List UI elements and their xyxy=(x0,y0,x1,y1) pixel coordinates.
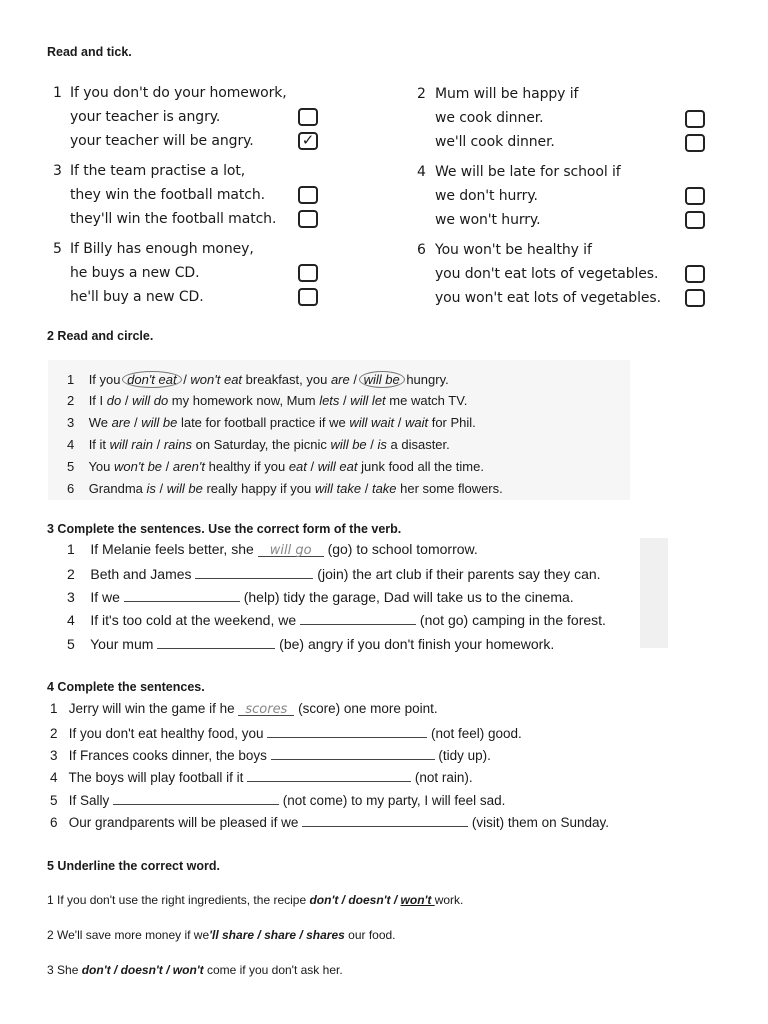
s1-item3-num: 3 xyxy=(53,163,62,179)
s2-sep: / xyxy=(394,415,405,430)
s1-item5-checkbox2[interactable] xyxy=(298,288,318,306)
s4-text: (score) one more point. xyxy=(294,701,438,716)
s2-text: healthy if you xyxy=(205,459,289,474)
s3-answer-field[interactable] xyxy=(157,635,275,649)
s5-item3 xyxy=(47,963,343,977)
s2-text: If you xyxy=(88,372,125,387)
s3-text: If Melanie feels better, she xyxy=(90,541,258,557)
s2-text: We xyxy=(88,415,112,430)
s2-option[interactable]: will let xyxy=(350,393,386,408)
s2-option[interactable]: lets xyxy=(319,393,340,408)
s4-item-num: 6 xyxy=(50,815,58,830)
s5-text: come if you don't ask her. xyxy=(203,963,343,977)
s1-item3-stem: If the team practise a lot, xyxy=(70,163,246,179)
s1-item4-checkbox1[interactable] xyxy=(685,187,705,205)
s4-item2 xyxy=(50,724,522,741)
s2-text: If I xyxy=(88,393,107,408)
s1-item1-stem: If you don't do your homework, xyxy=(70,85,287,101)
s2-item1 xyxy=(67,371,449,388)
s4-item5 xyxy=(50,791,505,808)
s2-option[interactable]: are xyxy=(111,415,131,430)
section3-title: 3 Complete the sentences. Use the correct form of the verb. xyxy=(47,522,402,536)
s5-sep: / xyxy=(296,928,307,942)
s2-option[interactable]: won't eat xyxy=(190,372,243,387)
s3-answer-field[interactable]: will go xyxy=(258,543,324,557)
s5-option[interactable]: doesn't xyxy=(120,963,163,977)
s2-option[interactable]: will be xyxy=(166,481,203,496)
s5-text: work. xyxy=(434,893,464,907)
s3-answer-field[interactable] xyxy=(300,611,416,625)
s3-text: Your mum xyxy=(90,636,158,652)
s2-option[interactable]: take xyxy=(371,481,397,496)
s1-item2-checkbox2[interactable] xyxy=(685,134,705,152)
s5-text: She xyxy=(53,963,82,977)
s4-item-num: 5 xyxy=(50,793,58,808)
s1-item6-checkbox1[interactable] xyxy=(685,265,705,283)
s1-item1-num: 1 xyxy=(53,85,62,101)
s2-text: You xyxy=(88,459,115,474)
s3-answer-field[interactable] xyxy=(195,565,313,579)
section5-title: 5 Underline the correct word. xyxy=(47,859,220,873)
s4-text: Our grandparents will be pleased if we xyxy=(68,815,303,830)
s2-text: late for football practice if we xyxy=(177,415,350,430)
s4-text: Jerry will win the game if he xyxy=(68,701,239,716)
s2-item5 xyxy=(67,459,484,474)
s5-option[interactable]: doesn't xyxy=(348,893,391,907)
s3-item3 xyxy=(67,588,574,605)
s2-text: junk food all the time. xyxy=(357,459,484,474)
s2-item4 xyxy=(67,437,450,452)
s2-text: on Saturday, the picnic xyxy=(192,437,331,452)
s4-answer-field[interactable] xyxy=(247,768,411,782)
s5-text: our food. xyxy=(344,928,396,942)
s1-item4-opt2: we won't hurry. xyxy=(435,212,541,228)
s4-text: (not rain). xyxy=(411,770,473,785)
s2-option[interactable]: will eat xyxy=(317,459,358,474)
s1-item1-opt2: your teacher will be angry. xyxy=(70,133,254,149)
section4-title: 4 Complete the sentences. xyxy=(47,680,205,694)
s3-item5 xyxy=(67,635,554,652)
s1-item6-checkbox2[interactable] xyxy=(685,289,705,307)
s3-item-num: 1 xyxy=(67,541,75,557)
s1-item6-stem: You won't be healthy if xyxy=(435,242,592,258)
s1-item3-checkbox1[interactable] xyxy=(298,186,318,204)
s1-item2-opt2: we'll cook dinner. xyxy=(435,134,555,150)
s2-item-num: 6 xyxy=(67,481,75,496)
s2-sep: / xyxy=(361,481,372,496)
s2-text: for Phil. xyxy=(428,415,476,430)
s2-item-num: 5 xyxy=(67,459,75,474)
s3-item-num: 4 xyxy=(67,612,75,628)
s2-option[interactable]: aren't xyxy=(172,459,205,474)
s2-text: Grandma xyxy=(88,481,147,496)
s5-item-num: 1 xyxy=(47,893,54,907)
s3-text: (go) to school tomorrow. xyxy=(323,541,478,557)
s4-answer-field[interactable] xyxy=(113,791,279,805)
section1-title: Read and tick. xyxy=(47,45,132,59)
s3-text: If we xyxy=(90,589,124,605)
s1-item5-opt2: he'll buy a new CD. xyxy=(70,289,204,305)
s4-item1 xyxy=(50,701,438,716)
s2-option-circled[interactable]: will be xyxy=(359,371,405,388)
s2-sep: / xyxy=(121,393,133,408)
s5-option[interactable]: don't xyxy=(81,963,111,977)
s2-sep: / xyxy=(130,415,142,430)
tick-icon: ✓ xyxy=(301,132,315,149)
s2-item-num: 2 xyxy=(67,393,75,408)
s2-option[interactable]: rains xyxy=(163,437,193,452)
s4-text: (not feel) good. xyxy=(427,726,522,741)
s1-item5-checkbox1[interactable] xyxy=(298,264,318,282)
s1-item6-opt2: you won't eat lots of vegetables. xyxy=(435,290,661,306)
s2-text: really happy if you xyxy=(202,481,315,496)
s3-item-num: 2 xyxy=(67,566,75,582)
s3-text: (not go) camping in the forest. xyxy=(416,612,606,628)
s4-item-num: 4 xyxy=(50,770,58,785)
s5-sep: / xyxy=(338,893,349,907)
s3-text: Beth and James xyxy=(90,566,196,582)
s2-text: If it xyxy=(88,437,110,452)
s2-option[interactable]: will wait xyxy=(349,415,395,430)
s2-sep: / xyxy=(152,437,164,452)
s2-item2 xyxy=(67,393,467,408)
s5-item2 xyxy=(47,928,396,942)
s5-option-underlined[interactable]: won't xyxy=(400,893,435,907)
s4-item-num: 1 xyxy=(50,701,58,716)
s4-item-num: 2 xyxy=(50,726,58,741)
s2-sep: / xyxy=(155,481,167,496)
s2-text: hungry. xyxy=(402,372,449,387)
s2-option[interactable]: won't be xyxy=(114,459,163,474)
s5-option[interactable]: don't xyxy=(309,893,339,907)
s2-text: her some flowers. xyxy=(396,481,503,496)
s4-text: (tidy up). xyxy=(434,748,491,763)
s2-option[interactable]: will be xyxy=(141,415,178,430)
s1-item2-num: 2 xyxy=(417,86,426,102)
s2-option[interactable]: will rain xyxy=(109,437,153,452)
s2-option-circled[interactable]: don't eat xyxy=(122,371,181,388)
s5-sep: / xyxy=(390,893,401,907)
s3-text: If it's too cold at the weekend, we xyxy=(90,612,301,628)
s4-answer-field[interactable] xyxy=(267,724,427,738)
s2-item-num: 1 xyxy=(67,372,75,387)
s1-item1-checkbox1[interactable] xyxy=(298,108,318,126)
s5-sep: / xyxy=(110,963,121,977)
s1-item4-num: 4 xyxy=(417,164,426,180)
s3-text: (be) angry if you don't finish your homework. xyxy=(275,636,555,652)
s4-text: If you don't eat healthy food, you xyxy=(68,726,268,741)
s2-text: me watch TV. xyxy=(385,393,468,408)
s1-item6-num: 6 xyxy=(417,242,426,258)
s5-text: If you don't use the right ingredients, the recipe xyxy=(53,893,310,907)
s3-item-num: 3 xyxy=(67,589,75,605)
s1-item1-opt1: your teacher is angry. xyxy=(70,109,221,125)
s5-sep: / xyxy=(254,928,265,942)
s4-item3 xyxy=(50,746,491,763)
s1-item5-opt1: he buys a new CD. xyxy=(70,265,200,281)
s4-answer-field[interactable]: scores xyxy=(238,702,294,716)
s4-answer-field[interactable] xyxy=(271,746,435,760)
s4-text: (visit) them on Sunday. xyxy=(468,815,609,830)
s5-sep: / xyxy=(162,963,173,977)
s4-text: (not come) to my party, I will feel sad. xyxy=(279,793,506,808)
s5-option[interactable]: shares xyxy=(306,928,345,942)
s5-text: We'll save more money if we xyxy=(53,928,210,942)
s3-item1 xyxy=(67,541,478,557)
s5-option[interactable]: won't xyxy=(172,963,204,977)
s2-sep: / xyxy=(179,372,191,387)
s2-option[interactable]: will take xyxy=(314,481,362,496)
s2-text: my homework now, Mum xyxy=(168,393,320,408)
s1-item2-opt1: we cook dinner. xyxy=(435,110,544,126)
s5-item-num: 2 xyxy=(47,928,54,942)
section2-title: 2 Read and circle. xyxy=(47,329,154,343)
s2-text: breakfast, you xyxy=(242,372,331,387)
s2-item-num: 4 xyxy=(67,437,75,452)
s5-item1 xyxy=(47,893,463,907)
s4-item6 xyxy=(50,813,609,830)
s2-item3 xyxy=(67,415,476,430)
s1-item1-checkbox2[interactable] xyxy=(298,132,318,150)
s4-text: The boys will play football if it xyxy=(68,770,248,785)
s2-sep: / xyxy=(349,372,361,387)
s1-item2-stem: Mum will be happy if xyxy=(435,86,579,102)
s5-option[interactable]: 'll share xyxy=(209,928,255,942)
s3-item2 xyxy=(67,565,601,582)
s2-option[interactable]: will be xyxy=(330,437,367,452)
s1-item3-opt1: they win the football match. xyxy=(70,187,265,203)
s1-item5-num: 5 xyxy=(53,241,62,257)
s1-item3-opt2: they'll win the football match. xyxy=(70,211,277,227)
s3-answer-field[interactable] xyxy=(124,588,240,602)
s2-sep: / xyxy=(162,459,173,474)
s4-answer-field[interactable] xyxy=(302,813,468,827)
s1-item2-checkbox1[interactable] xyxy=(685,110,705,128)
s4-item-num: 3 xyxy=(50,748,58,763)
s2-option[interactable]: is xyxy=(146,481,156,496)
s2-sep: / xyxy=(306,459,318,474)
s3-text: (join) the art club if their parents say they can. xyxy=(313,566,601,582)
s4-text: If Sally xyxy=(68,793,114,808)
s5-item-num: 3 xyxy=(47,963,54,977)
s2-option[interactable]: do xyxy=(106,393,122,408)
s3-item-num: 5 xyxy=(67,636,75,652)
s2-option[interactable]: will do xyxy=(132,393,169,408)
s2-option[interactable]: eat xyxy=(288,459,307,474)
s5-option[interactable]: share xyxy=(264,928,297,942)
s4-item4 xyxy=(50,768,473,785)
s1-item4-checkbox2[interactable] xyxy=(685,211,705,229)
s1-item4-stem: We will be late for school if xyxy=(435,164,621,180)
s3-text: (help) tidy the garage, Dad will take us to the cinema. xyxy=(239,589,574,605)
s1-item6-opt1: you don't eat lots of vegetables. xyxy=(435,266,659,282)
s2-text: a disaster. xyxy=(386,437,450,452)
s4-text: If Frances cooks dinner, the boys xyxy=(68,748,271,763)
s1-item4-opt1: we don't hurry. xyxy=(435,188,538,204)
s2-sep: / xyxy=(366,437,378,452)
s1-item5-stem: If Billy has enough money, xyxy=(70,241,254,257)
s2-option[interactable]: wait xyxy=(404,415,429,430)
s3-item4 xyxy=(67,611,606,628)
s2-item-num: 3 xyxy=(67,415,75,430)
s2-sep: / xyxy=(339,393,351,408)
s2-item6 xyxy=(67,481,503,496)
section3-panel xyxy=(640,538,668,648)
s2-option[interactable]: is xyxy=(377,437,387,452)
s2-option[interactable]: are xyxy=(330,372,350,387)
s1-item3-checkbox2[interactable] xyxy=(298,210,318,228)
